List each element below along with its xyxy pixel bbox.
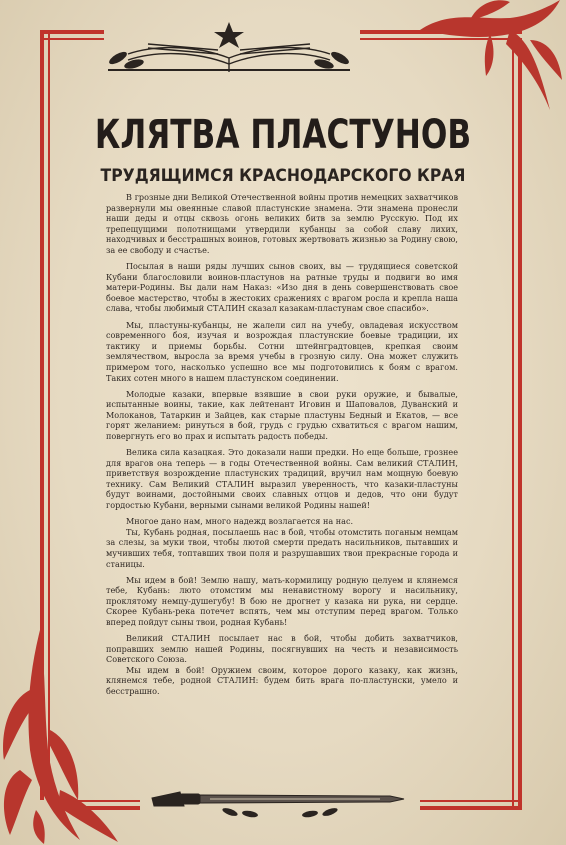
document-title: КЛЯТВА ПЛАСТУНОВ (94, 112, 472, 158)
bayonet-emblem-icon (140, 778, 410, 820)
document-body (106, 192, 458, 702)
paragraph: Мы идем в бой! Землю нашу, мать-кормилицу родную целуем и клянемся тебе, Кубань: люто отомстим мы ненавистному ворогу и насильнику, проклятому немцу-душегубу! В бою не дрогнет у казака ни рука, ни сердце. Скорее Кубань-река потечет вспять, чем мы отступим перед врагом. Только вперед пойдут сыны твои, родная Кубань! (106, 574, 458, 627)
paragraph: Посылая в наши ряды лучших сынов своих, вы — трудящиеся советской Кубани благословили воинов-пластунов на ратные труды и подвиги во имя матери-Родины. Вы дали нам Наказ: «Изо дня в день совершенствовать свое боевое мастерство, чтобы в жестоких сражениях с врагом росла и крепла наша слава, чтобы любимый СТАЛИН сказал казакам-пластунам свое спасибо». (106, 261, 458, 314)
oak-leaf-bottom-left-icon (0, 630, 120, 845)
paragraph: Великий СТАЛИН посылает нас в бой, чтобы добить захватчиков, поправших землю нашей Родины, посягнувших на честь и независимость Советского Союза. (106, 633, 458, 665)
paragraph: Многое дано нам, много надежд возлагается на нас. (126, 516, 354, 527)
paragraph: Молодые казаки, впервые взявшие в свои руки оружие, и бывалые, испытанные воины, такие, как лейтенант Иговин и Шаповалов, Дуванский и Молоканов, Татаркин и Зайцев, как старые пластуны Бедный и Екатов, — все горят желанием: ринуться в бой, грудь с грудью схватиться с врагом нашим, повергнуть его во прах и испытать радость победы. (106, 388, 458, 441)
paragraph: Мы, пластуны-кубанцы, не жалели сил на учебу, овладевая искусством современного боя, изучая и возрождая пластунские боевые традиции, их тактику и приемы борьбы. Сотни штейнградтовцев, крепкая своим землячеством, выросла за время учебы в грозную силу. Она может служить примером того, насколько успешно все мы подготовились к боям с врагом. Таких сотен много в нашем пластунском соединении. (106, 319, 458, 383)
paragraph: Мы идем в бой! Оружием своим, которое дорого казаку, как жизнь, клянемся тебе, родной СТАЛИН: будем бить врага по-пластунски, умело и бесстрашно. (106, 664, 458, 697)
book-laurel-emblem-icon (98, 14, 360, 78)
paragraph: В грозные дни Великой Отечественной войны против немецких захватчиков развернули мы овеянные славой пластунские знамена. Эти знамена пронесли наши деды и отцы сквозь огонь великих битв за землю Русскую. Под их трепещущими полотнищами утвердили кубанцы за собой славу лихих, находчивых и бесстрашных воинов, готовых жертвовать жизнью за Родину свою, за ее свободу и счастье. (106, 192, 458, 255)
paragraph: Велика сила казацкая. Это доказали наши предки. Но еще больше, грознее для врагов она теперь — в годы Отечественной войны. Сам великий СТАЛИН, приветствуя возрождение пластунских традиций, вручил нам мощную боевую технику. Сам Великий СТАЛИН выразил уверенность, что казаки-пластуны будут воинами, достойными своих славных отцов и дедов, что они будут гордостью Кубани, верными сынами великой Родины нашей! (106, 447, 458, 511)
paragraph: Ты, Кубань родная, посылаешь нас в бой, чтобы отомстить поганым немцам за слезы, за муки твои, чтобы лютой смерти предать насильников, пытавших и мучивших тебя, топтавших твои поля и разрушавших твои прекрасные города и станицы. (106, 526, 458, 569)
document-subtitle: ТРУДЯЩИМСЯ КРАСНОДАРСКОГО КРАЯ (100, 166, 466, 186)
